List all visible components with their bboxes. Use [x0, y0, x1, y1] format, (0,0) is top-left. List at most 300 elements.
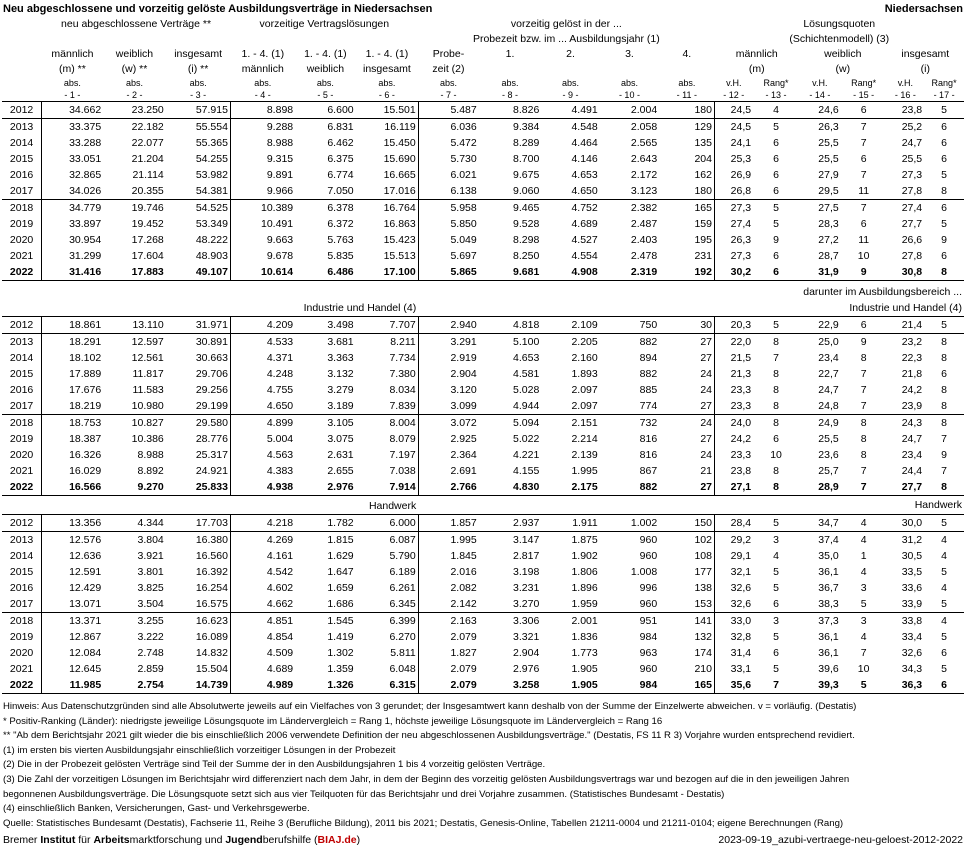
value-cell: 4.218	[230, 515, 295, 532]
value-cell: 2.319	[600, 264, 659, 281]
value-cell: 210	[694, 663, 712, 675]
value-cell: 2.016	[418, 564, 479, 580]
value-cell: 7	[941, 465, 947, 477]
value-cell: 7	[841, 119, 887, 136]
value-cell: 5	[941, 631, 947, 643]
col-number: - 2 -	[126, 90, 143, 100]
value-cell: 54.525	[166, 200, 231, 217]
year-cell: 2022	[2, 479, 42, 496]
value-cell: 3.123	[630, 185, 658, 197]
value-cell: 3.231	[513, 582, 540, 594]
year-cell: 2019	[9, 631, 34, 643]
value-cell: 32,6	[715, 580, 754, 596]
col-header: 4.	[682, 48, 692, 60]
value-cell: 37,3	[799, 613, 841, 630]
value-cell: 48.903	[166, 248, 231, 264]
value-cell: 5	[941, 566, 947, 578]
value-cell: 2.097	[571, 400, 598, 412]
footer-text: Institut	[40, 834, 76, 846]
unit-label: abs.	[378, 78, 396, 88]
value-cell: 33.897	[42, 216, 104, 232]
footer-text: )	[356, 834, 361, 846]
value-cell: 39,3	[799, 677, 841, 694]
value-cell: 6	[753, 264, 799, 281]
value-cell: 5.022	[513, 433, 540, 445]
value-cell: 23,3	[715, 382, 754, 398]
value-cell: 18.102	[42, 350, 104, 366]
value-cell: 3.270	[513, 598, 540, 610]
value-cell: 1.815	[295, 532, 356, 549]
value-cell: 31.971	[166, 317, 231, 334]
value-cell: 16.029	[42, 463, 104, 479]
value-cell: 984	[600, 677, 659, 694]
value-cell: 9.678	[230, 248, 295, 264]
value-cell: 12.597	[103, 334, 166, 351]
value-cell: 31,4	[715, 645, 754, 661]
value-cell: 21,3	[715, 366, 754, 382]
value-cell: 33.288	[42, 135, 104, 151]
value-cell: 32,6	[901, 647, 923, 659]
value-cell: 39,6	[818, 663, 839, 675]
value-cell: 30,0	[887, 515, 925, 532]
value-cell: 5	[941, 663, 947, 675]
value-cell: 27	[700, 352, 712, 364]
value-cell: 6	[773, 250, 779, 262]
value-cell: 231	[694, 250, 712, 262]
year-cell: 2021	[9, 465, 34, 477]
value-cell: 1.995	[418, 532, 479, 549]
value-cell: 1.905	[571, 663, 598, 675]
table-row	[2, 479, 964, 496]
year-cell: 2014	[9, 137, 34, 149]
value-cell: 11.817	[132, 368, 164, 380]
value-cell: 2.139	[571, 449, 598, 461]
value-cell: 5	[924, 317, 964, 334]
header-group-new-contracts: neu abgeschlossene Verträge **	[61, 18, 212, 30]
value-cell: 34.662	[42, 102, 104, 119]
value-cell: 6.345	[356, 596, 419, 613]
note-line: (2) Die in der Probezeit gelösten Verträge sind Teil der Summe der in den Ausbildungsjahren 1 bis 4 vorzeitig gelösten Verträge.	[3, 759, 546, 771]
value-cell: 33,1	[715, 661, 754, 677]
value-cell: 27,3	[715, 248, 754, 264]
value-cell: 31,9	[799, 264, 841, 281]
value-cell: 25,5	[818, 137, 839, 149]
section-label-darunter: darunter im Ausbildungsbereich ...	[803, 286, 962, 298]
col-header: 3.	[625, 48, 634, 60]
value-cell: 3.291	[418, 334, 479, 351]
value-cell: 7.914	[356, 479, 419, 496]
value-cell: 195	[694, 234, 712, 246]
value-cell: 31.299	[42, 248, 104, 264]
value-cell: 2.817	[513, 550, 540, 562]
year-cell: 2018	[2, 415, 42, 432]
value-cell: 12.645	[42, 661, 104, 677]
col-number: - 14 -	[809, 90, 831, 100]
value-cell: 24	[700, 449, 712, 461]
year-cell: 2018	[2, 613, 42, 630]
value-cell: 3.504	[137, 598, 164, 610]
value-cell: 108	[694, 550, 712, 562]
value-cell: 20.355	[131, 185, 164, 197]
value-cell: 8	[941, 185, 947, 197]
value-cell: 165	[659, 677, 714, 694]
footer-text: Arbeits	[93, 834, 130, 846]
year-cell: 2021	[9, 250, 34, 262]
table-row	[2, 317, 964, 334]
value-cell: 7	[860, 169, 867, 181]
value-cell: 6	[773, 185, 779, 197]
value-cell: 732	[600, 415, 659, 432]
value-cell: 30,8	[887, 264, 925, 281]
value-cell: 38,3	[818, 598, 839, 610]
header-group-probation: Probezeit bzw. im ... Ausbildungsjahr (1)	[472, 33, 660, 45]
value-cell: 30	[659, 317, 714, 334]
value-cell: 4.653	[571, 169, 598, 181]
unit-label: abs.	[125, 78, 143, 88]
value-cell: 4.602	[230, 580, 295, 596]
value-cell: 4.752	[541, 200, 599, 217]
value-cell: 22,9	[799, 317, 841, 334]
value-cell: 3.222	[137, 631, 164, 643]
value-cell: 6.315	[356, 677, 419, 694]
footnotes	[3, 700, 965, 831]
value-cell: 17.883	[103, 264, 166, 281]
value-cell: 1.995	[571, 465, 598, 477]
value-cell: 4.581	[513, 368, 540, 380]
value-cell: 951	[600, 613, 659, 630]
value-cell: 960	[600, 532, 659, 549]
table-row	[2, 613, 964, 630]
value-cell: 867	[639, 465, 658, 477]
value-cell: 3.099	[418, 398, 479, 415]
value-cell: 27,1	[715, 479, 754, 496]
value-cell: 816	[639, 449, 658, 461]
value-cell: 6.021	[418, 167, 479, 183]
value-cell: 6.000	[356, 515, 419, 532]
value-cell: 34.779	[42, 200, 104, 217]
value-cell: 24,5	[715, 119, 754, 136]
value-cell: 32,8	[715, 629, 754, 645]
value-cell: 3.804	[103, 532, 166, 549]
value-cell: 885	[639, 384, 658, 396]
value-cell: 11.583	[132, 384, 164, 396]
value-cell: 13.071	[42, 596, 104, 613]
value-cell: 53.349	[166, 216, 231, 232]
col-header: weiblich	[306, 63, 345, 75]
value-cell: 7	[841, 200, 887, 217]
table-row	[2, 382, 964, 398]
value-cell: 5.094	[479, 415, 542, 432]
value-cell: 102	[659, 532, 714, 549]
col-number: - 4 -	[254, 90, 271, 100]
value-cell: 9	[941, 234, 947, 246]
table-row	[2, 431, 964, 447]
value-cell: 18.387	[42, 431, 104, 447]
value-cell: 8	[924, 334, 964, 351]
value-cell: 17.604	[131, 250, 164, 262]
footer-text: berufshilfe (	[262, 834, 318, 846]
value-cell: 25.317	[166, 447, 231, 463]
value-cell: 17.889	[42, 366, 104, 382]
value-cell: 141	[659, 613, 714, 630]
value-cell: 24,9	[799, 415, 841, 432]
value-cell: 3	[860, 582, 867, 594]
unit-label: abs.	[678, 78, 696, 88]
value-cell: 23,8	[887, 102, 925, 119]
value-cell: 6.036	[418, 119, 479, 136]
value-cell: 10	[770, 449, 782, 461]
value-cell: 1.545	[295, 613, 356, 630]
value-cell: 4.548	[541, 119, 599, 136]
header-group-model: (Schichtenmodell) (3)	[789, 33, 890, 45]
value-cell: 27,3	[901, 169, 923, 181]
page-title: Neu abgeschlossene und vorzeitig gelöste Ausbildungsverträge in Niedersachsen	[3, 3, 433, 15]
col-header: (w) **	[121, 63, 148, 75]
value-cell: 3.363	[327, 352, 354, 364]
value-cell: 18.753	[42, 415, 104, 432]
value-cell: 36,3	[887, 677, 925, 694]
value-cell: 9	[773, 234, 779, 246]
year-cell: 2014	[9, 550, 34, 562]
value-cell: 7.380	[356, 366, 419, 382]
value-cell: 2.976	[295, 479, 356, 496]
value-cell: 8	[941, 400, 947, 412]
col-number: - 10 -	[618, 90, 640, 100]
value-cell: 6	[773, 433, 779, 445]
value-cell: 2.904	[513, 647, 540, 659]
section-label-ih: Industrie und Handel (4)	[303, 302, 417, 314]
value-cell: 54.255	[166, 151, 231, 167]
note-line: ** "Ab dem Berichtsjahr 2021 gilt wieder die bis einschließlich 2006 verwendete Definition der neu abgeschlossenen Ausbildungsverträge." (Destatis, FS 11 R 3) Vorjahre wurden entsprechend revidiert.	[3, 730, 855, 742]
value-cell: 24,6	[799, 102, 841, 119]
table-row	[2, 515, 964, 532]
table-row	[2, 564, 964, 580]
value-cell: 5.730	[418, 151, 479, 167]
value-cell: 6	[841, 317, 887, 334]
value-cell: 16.326	[42, 447, 104, 463]
value-cell: 159	[694, 218, 712, 230]
year-cell: 2016	[9, 384, 34, 396]
value-cell: 16.665	[356, 167, 419, 183]
table-row	[2, 463, 964, 479]
year-cell: 2017	[9, 400, 34, 412]
value-cell: 6	[941, 250, 947, 262]
value-cell: 33.051	[42, 151, 104, 167]
year-cell: 2019	[9, 218, 34, 230]
value-cell: 2.631	[327, 449, 354, 461]
value-cell: 24,2	[901, 384, 923, 396]
value-cell: 8.892	[137, 465, 164, 477]
value-cell: 23,8	[715, 463, 754, 479]
value-cell: 24,5	[715, 102, 754, 119]
value-cell: 8	[924, 415, 964, 432]
value-cell: 5	[773, 631, 779, 643]
value-cell: 11	[858, 185, 870, 197]
value-cell: 27,2	[818, 234, 839, 246]
value-cell: 192	[659, 264, 714, 281]
value-cell: 21,4	[887, 317, 925, 334]
unit-label: abs.	[254, 78, 272, 88]
value-cell: 29.706	[166, 366, 231, 382]
value-cell: 23,6	[818, 449, 839, 461]
unit-label: v.H.	[812, 78, 828, 88]
year-cell: 2013	[2, 334, 42, 351]
value-cell: 8	[773, 465, 779, 477]
value-cell: 8	[753, 415, 799, 432]
value-cell: 9.675	[513, 169, 540, 181]
col-header: 1. - 4. (1)	[304, 48, 347, 60]
note-line: begonnenen Ausbildungsverträge. Die Lösungsquote setzt sich aus vier Teilquoten für das Berichtsjahr und drei Vorjahre zusammen. (Statistisches Bundesamt - Destatis)	[3, 788, 725, 800]
value-cell: 3.120	[418, 382, 479, 398]
value-cell: 6	[924, 677, 964, 694]
value-cell: 1.911	[541, 515, 599, 532]
value-cell: 18.219	[42, 398, 104, 415]
value-cell: 33,9	[901, 598, 923, 610]
value-cell: 22,3	[901, 352, 923, 364]
value-cell: 4.908	[541, 264, 599, 281]
value-cell: 2.058	[600, 119, 659, 136]
year-cell: 2014	[9, 352, 34, 364]
value-cell: 16.863	[356, 216, 419, 232]
section-label-hw: Handwerk	[368, 500, 417, 512]
value-cell: 26,9	[715, 167, 754, 183]
col-number: - 11 -	[676, 90, 697, 100]
value-cell: 4.989	[230, 677, 295, 694]
col-number: - 17 -	[933, 90, 955, 100]
value-cell: 32,6	[715, 596, 754, 613]
value-cell: 12.636	[42, 548, 104, 564]
value-cell: 4.755	[230, 382, 295, 398]
value-cell: 8	[773, 384, 779, 396]
table-row	[2, 167, 964, 183]
value-cell: 4.509	[230, 645, 295, 661]
value-cell: 10	[857, 663, 870, 675]
value-cell: 2.097	[571, 384, 598, 396]
value-cell: 4.269	[230, 532, 295, 549]
value-cell: 25,7	[818, 465, 839, 477]
value-cell: 7	[860, 647, 867, 659]
value-cell: 894	[639, 352, 658, 364]
value-cell: 23,4	[901, 449, 923, 461]
value-cell: 6.375	[327, 153, 354, 165]
value-cell: 13.371	[42, 613, 104, 630]
value-cell: 5.472	[418, 135, 479, 151]
value-cell: 6	[841, 102, 887, 119]
value-cell: 21.204	[131, 153, 164, 165]
value-cell: 3.279	[327, 384, 354, 396]
value-cell: 16.380	[166, 532, 231, 549]
footer-source	[3, 834, 360, 846]
unit-label: v.H.	[897, 78, 914, 88]
col-header: weiblich	[115, 48, 154, 60]
value-cell: 2.163	[418, 613, 479, 630]
col-header: insgesamt	[901, 48, 950, 60]
value-cell: 15.501	[356, 102, 419, 119]
value-cell: 24,7	[901, 433, 923, 445]
value-cell: 17.703	[166, 515, 231, 532]
value-cell: 7	[860, 384, 867, 396]
value-cell: 6.600	[295, 102, 356, 119]
value-cell: 34,3	[901, 663, 923, 675]
value-cell: 24,1	[715, 135, 754, 151]
value-cell: 48.222	[166, 232, 231, 248]
value-cell: 2.919	[418, 350, 479, 366]
value-cell: 53.982	[166, 167, 231, 183]
note-line: Hinweis: Aus Datenschutzgründen sind alle Absolutwerte jeweils auf ein Vielfaches von 3 gerundet; der Insgesamtwert kann deshalb von der Summe der Einzelwerte abweichen. v = vorläufig. (Destatis)	[3, 701, 857, 712]
year-cell: 2013	[2, 532, 42, 549]
table-row	[2, 447, 964, 463]
col-number: - 13 -	[765, 90, 787, 100]
value-cell: 26,3	[799, 119, 841, 136]
value-cell: 23,2	[887, 334, 925, 351]
value-cell: 27,8	[901, 250, 923, 262]
year-cell: 2021	[9, 663, 34, 675]
value-cell: 3.681	[295, 334, 356, 351]
year-cell: 2016	[9, 582, 34, 594]
value-cell: 960	[639, 550, 658, 562]
value-cell: 4.938	[230, 479, 295, 496]
value-cell: 14.832	[166, 645, 231, 661]
value-cell: 25,2	[887, 119, 925, 136]
value-cell: 7.707	[356, 317, 419, 334]
value-cell: 1.326	[295, 677, 356, 694]
value-cell: 5.958	[418, 200, 479, 217]
value-cell: 5	[841, 677, 887, 694]
value-cell: 27,8	[901, 185, 923, 197]
value-cell: 6.270	[356, 629, 419, 645]
value-cell: 8.250	[513, 250, 540, 262]
value-cell: 6.774	[327, 169, 354, 181]
value-cell: 9.060	[513, 185, 540, 197]
value-cell: 8	[773, 400, 779, 412]
value-cell: 31.416	[42, 264, 104, 281]
value-cell: 6	[773, 137, 779, 149]
value-cell: 17.268	[131, 234, 164, 246]
value-cell: 5	[924, 102, 964, 119]
value-cell: 6.378	[295, 200, 356, 217]
value-cell: 24	[659, 415, 714, 432]
value-cell: 14.739	[166, 677, 231, 694]
value-cell: 11	[858, 234, 870, 246]
col-header: 1. - 4. (1)	[365, 48, 409, 60]
table-row	[2, 183, 964, 200]
footer	[3, 834, 965, 846]
value-cell: 30,2	[715, 264, 754, 281]
table-row	[2, 232, 964, 248]
value-cell: 2.214	[571, 433, 598, 445]
col-header: weiblich	[824, 48, 862, 60]
value-cell: 6	[773, 169, 779, 181]
value-cell: 7.038	[356, 463, 419, 479]
value-cell: 27,4	[715, 216, 754, 232]
footer-link[interactable]: BIAJ.de	[317, 834, 357, 846]
table-row	[2, 548, 964, 564]
value-cell: 4.248	[230, 366, 295, 382]
value-cell: 29.580	[166, 415, 231, 432]
value-cell: 1	[860, 550, 867, 562]
value-cell: 36,1	[818, 647, 839, 659]
value-cell: 25.833	[166, 479, 231, 496]
value-cell: 180	[694, 185, 712, 197]
table-row	[2, 151, 964, 167]
value-cell: 4	[773, 550, 779, 562]
value-cell: 153	[694, 598, 712, 610]
value-cell: 10.614	[230, 264, 295, 281]
value-cell: 4	[941, 582, 947, 594]
section-hw-label	[2, 496, 964, 515]
table-row	[2, 580, 964, 596]
value-cell: 2.109	[541, 317, 599, 334]
